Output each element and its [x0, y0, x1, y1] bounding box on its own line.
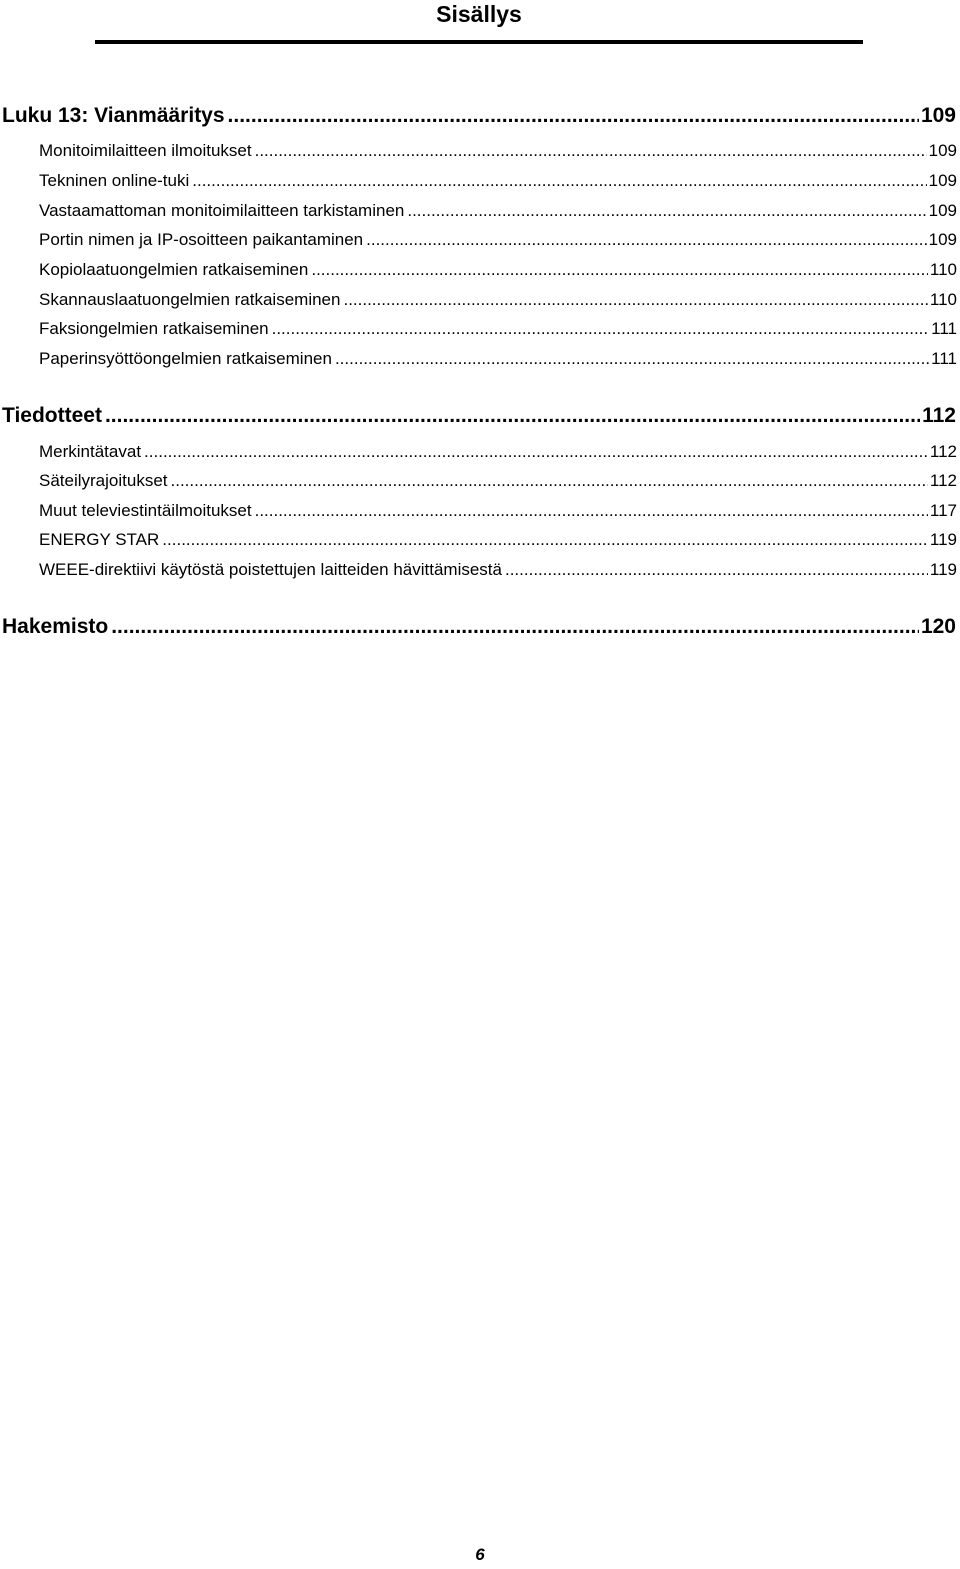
toc-entry-page: 109: [928, 230, 957, 249]
toc-entry-page: 120: [920, 615, 956, 638]
toc-entry[interactable]: [39, 289, 957, 311]
toc-chapter-notices[interactable]: [2, 403, 956, 429]
toc-leader-dots: [272, 318, 930, 340]
toc-entry[interactable]: [39, 529, 957, 551]
toc-entry[interactable]: [39, 229, 957, 251]
toc-leader-dots: [228, 103, 919, 129]
toc-entry-page: 112: [929, 471, 957, 490]
toc-leader-dots: [144, 441, 928, 463]
toc-entry-label: Tekninen online-tuki: [39, 171, 190, 190]
toc-entry[interactable]: [39, 170, 957, 192]
toc-entry-page: 110: [929, 290, 957, 309]
toc-entry-label: Paperinsyöttöongelmien ratkaiseminen: [39, 349, 332, 368]
toc-entry[interactable]: [39, 348, 957, 370]
toc-entry[interactable]: [39, 500, 957, 522]
toc-leader-dots: [171, 470, 928, 492]
toc-entry-label: Merkintätavat: [39, 442, 142, 461]
toc-chapter-troubleshooting[interactable]: [2, 103, 956, 129]
toc-entry-label: Monitoimilaitteen ilmoitukset: [39, 141, 252, 160]
toc-leader-dots: [343, 289, 927, 311]
toc-entry-label: WEEE-direktiivi käytöstä poistettujen laitteiden hävittämisestä: [39, 560, 502, 579]
toc-entry-page: 111: [931, 319, 957, 338]
page-number: 6: [475, 1545, 485, 1564]
toc-leader-dots: [162, 529, 928, 551]
toc-leader-dots: [105, 403, 920, 429]
toc-entry-page: 109: [928, 171, 957, 190]
toc-entry[interactable]: [39, 140, 957, 162]
toc-entry-label: Faksiongelmien ratkaiseminen: [39, 319, 269, 338]
toc-entry[interactable]: [39, 318, 957, 340]
toc-entry[interactable]: [39, 470, 957, 492]
toc-entry-label: Skannauslaatuongelmien ratkaiseminen: [39, 290, 341, 309]
toc-entry-page: 110: [929, 260, 957, 279]
toc-entry-page: 109: [928, 141, 957, 160]
toc-leader-dots: [255, 140, 927, 162]
toc-entry-page: 112: [922, 404, 956, 427]
toc-entry-label: Luku 13: Vianmääritys: [2, 104, 225, 127]
toc-entry-page: 109: [928, 201, 957, 220]
title-divider: [95, 40, 863, 44]
toc-entry[interactable]: [39, 441, 957, 463]
toc-leader-dots: [366, 229, 926, 251]
toc-entry[interactable]: [39, 559, 957, 581]
toc-entry-label: Säteilyrajoitukset: [39, 471, 168, 490]
toc-entry-label: Kopiolaatuongelmien ratkaiseminen: [39, 260, 309, 279]
toc-chapter-index[interactable]: [2, 614, 956, 640]
toc-entry-label: ENERGY STAR: [39, 530, 160, 549]
toc-leader-dots: [505, 559, 928, 581]
toc-entry-page: 112: [929, 442, 957, 461]
toc-entry-label: Portin nimen ja IP-osoitteen paikantaminen: [39, 230, 364, 249]
toc-entry[interactable]: [39, 200, 957, 222]
toc-entry-page: 119: [929, 560, 957, 579]
toc-entry[interactable]: [39, 259, 957, 281]
toc-entry-page: 119: [929, 530, 957, 549]
toc-entry-page: 117: [929, 501, 957, 520]
toc-leader-dots: [111, 614, 919, 640]
page-title: Sisällys: [436, 1, 522, 27]
toc-entry-label: Vastaamattoman monitoimilaitteen tarkistaminen: [39, 201, 405, 220]
toc-leader-dots: [255, 500, 928, 522]
toc-entry-label: Tiedotteet: [2, 404, 102, 427]
toc-leader-dots: [192, 170, 926, 192]
toc-entry-label: Muut televiestintäilmoitukset: [39, 501, 252, 520]
toc-leader-dots: [407, 200, 926, 222]
toc-leader-dots: [335, 348, 929, 370]
toc-leader-dots: [311, 259, 928, 281]
toc-entry-page: 109: [920, 104, 956, 127]
toc-entry-label: Hakemisto: [2, 615, 109, 638]
toc-entry-page: 111: [931, 349, 957, 368]
